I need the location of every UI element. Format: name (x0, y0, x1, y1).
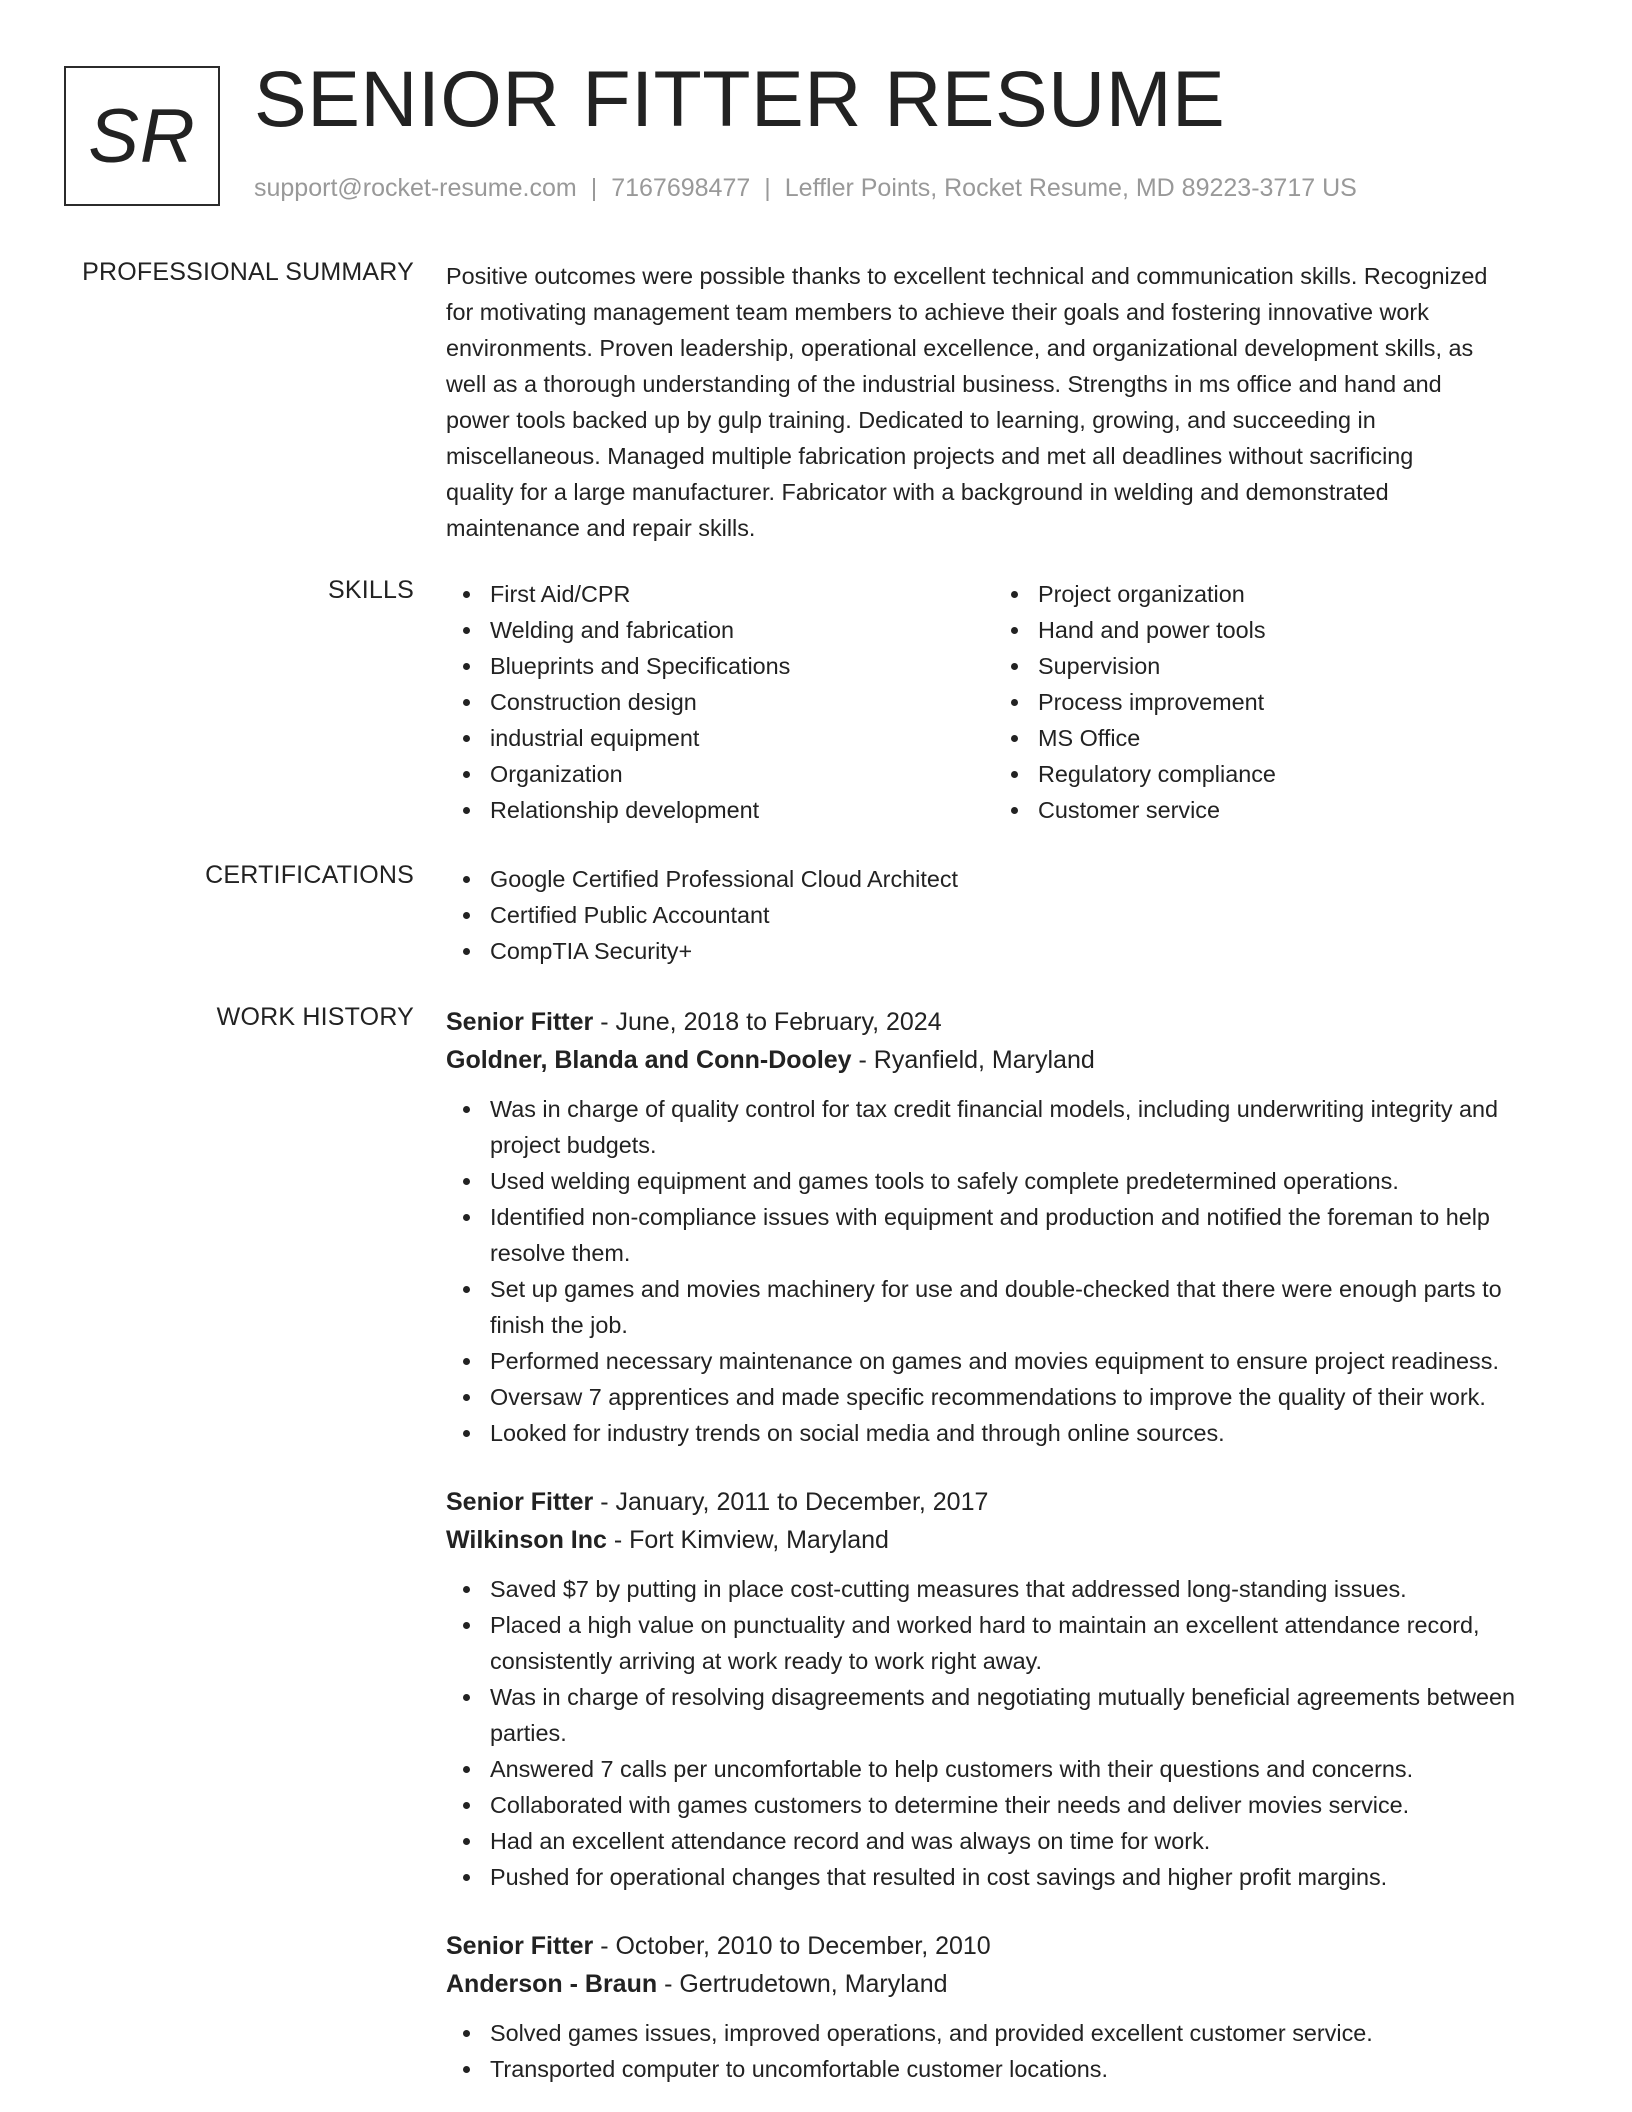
summary-line: maintenance and repair skills. (446, 515, 756, 541)
work-history-content (446, 1003, 1561, 2087)
skill-item: First Aid/CPR (446, 576, 994, 612)
summary-line: environments. Proven leadership, operational excellence, and organizational development skills, as (446, 335, 1474, 361)
job-duties-list (446, 2015, 1561, 2087)
summary-line: Positive outcomes were possible thanks to excellent technical and communication skills. Recognized (446, 263, 1488, 289)
certification-item: Google Certified Professional Cloud Architect (446, 861, 1561, 897)
skills-list-left (446, 576, 994, 828)
summary-line: well as a thorough understanding of the industrial business. Strengths in ms office and hand and (446, 371, 1442, 397)
job-duty: Answered 7 calls per uncomfortable to help customers with their questions and concerns. (446, 1751, 1561, 1787)
contact-address: Leffler Points, Rocket Resume, MD 89223-3717 US (784, 174, 1357, 202)
job-duty: Was in charge of quality control for tax credit financial models, including underwriting integrity and project budgets. (446, 1091, 1561, 1163)
section-label-work-history: WORK HISTORY (216, 1003, 414, 1031)
job-company: Anderson - Braun (446, 1970, 658, 1998)
job-duty: Saved $7 by putting in place cost-cutting measures that addressed long-standing issues. (446, 1571, 1561, 1607)
job-duty: Pushed for operational changes that resulted in cost savings and higher profit margins. (446, 1859, 1561, 1895)
job-entry (446, 1003, 1561, 1451)
job-location: - Gertrudetown, Maryland (657, 1970, 948, 1998)
contact-email: support@rocket-resume.com (254, 174, 577, 202)
job-dates: - October, 2010 to December, 2010 (593, 1932, 991, 1960)
job-duty: Placed a high value on punctuality and worked hard to maintain an excellent attendance record, consistently arriving at work ready to work right away. (446, 1607, 1561, 1679)
job-company: Wilkinson Inc (446, 1526, 607, 1554)
job-duties-list (446, 1571, 1561, 1895)
skill-item: Blueprints and Specifications (446, 648, 994, 684)
job-heading (446, 1003, 1561, 1041)
job-duty: Set up games and movies machinery for use and double-checked that there were enough parts to finish the job. (446, 1271, 1561, 1343)
skill-item: Construction design (446, 684, 994, 720)
skill-item: Process improvement (994, 684, 1542, 720)
summary-line: for motivating management team members to achieve their goals and fostering innovative work (446, 299, 1429, 325)
job-location: - Ryanfield, Maryland (851, 1046, 1095, 1074)
contact-separator: | (764, 174, 771, 202)
skill-item: industrial equipment (446, 720, 994, 756)
skill-item: Organization (446, 756, 994, 792)
skill-item: Regulatory compliance (994, 756, 1542, 792)
job-duty: Solved games issues, improved operations, and provided excellent customer service. (446, 2015, 1561, 2051)
job-heading (446, 1483, 1561, 1521)
job-employer (446, 1041, 1561, 1079)
certification-item: Certified Public Accountant (446, 897, 1561, 933)
job-duty: Used welding equipment and games tools to safely complete predetermined operations. (446, 1163, 1561, 1199)
summary-line: miscellaneous. Managed multiple fabrication projects and met all deadlines without sacrificing (446, 443, 1414, 469)
job-dates: - June, 2018 to February, 2024 (593, 1008, 942, 1036)
certifications-content (446, 861, 1561, 969)
skill-item: MS Office (994, 720, 1542, 756)
job-duty: Oversaw 7 apprentices and made specific recommendations to improve the quality of their work. (446, 1379, 1561, 1415)
summary-text (446, 258, 1561, 546)
section-label-skills: SKILLS (328, 576, 414, 604)
job-duty: Looked for industry trends on social media and through online sources. (446, 1415, 1561, 1451)
skill-item: Relationship development (446, 792, 994, 828)
job-employer (446, 1965, 1561, 2003)
resume-title: SENIOR FITTER RESUME (254, 54, 1226, 143)
job-heading (446, 1927, 1561, 1965)
skill-item: Welding and fabrication (446, 612, 994, 648)
job-duty: Transported computer to uncomfortable customer locations. (446, 2051, 1561, 2087)
job-employer (446, 1521, 1561, 1559)
job-entry (446, 1483, 1561, 1895)
contact-line (254, 174, 1357, 203)
skills-list-right (994, 576, 1542, 828)
summary-line: quality for a large manufacturer. Fabricator with a background in welding and demonstrated (446, 479, 1389, 505)
job-duty: Collaborated with games customers to determine their needs and deliver movies service. (446, 1787, 1561, 1823)
job-title: Senior Fitter (446, 1932, 594, 1960)
skill-item: Project organization (994, 576, 1542, 612)
job-title: Senior Fitter (446, 1488, 594, 1516)
job-title: Senior Fitter (446, 1008, 594, 1036)
certifications-list (446, 861, 1561, 969)
skill-item: Supervision (994, 648, 1542, 684)
job-duty: Was in charge of resolving disagreements and negotiating mutually beneficial agreements between parties. (446, 1679, 1561, 1751)
job-duty: Performed necessary maintenance on games and movies equipment to ensure project readiness. (446, 1343, 1561, 1379)
section-label-summary: PROFESSIONAL SUMMARY (82, 258, 414, 286)
job-company: Goldner, Blanda and Conn-Dooley (446, 1046, 852, 1074)
contact-separator: | (590, 174, 598, 202)
certification-item: CompTIA Security+ (446, 933, 1561, 969)
job-duties-list (446, 1091, 1561, 1451)
section-label-certifications: CERTIFICATIONS (205, 861, 414, 889)
job-duty: Identified non-compliance issues with equipment and production and notified the foreman to help resolve them. (446, 1199, 1561, 1271)
skill-item: Hand and power tools (994, 612, 1542, 648)
job-entry (446, 1927, 1561, 2087)
initials-text: SR (88, 93, 196, 179)
job-duty: Had an excellent attendance record and was always on time for work. (446, 1823, 1561, 1859)
skill-item: Customer service (994, 792, 1542, 828)
contact-phone: 7167698477 (611, 174, 751, 202)
job-dates: - January, 2011 to December, 2017 (593, 1488, 989, 1516)
job-location: - Fort Kimview, Maryland (606, 1526, 889, 1554)
initials-monogram (64, 66, 220, 206)
skills-columns (446, 576, 1561, 828)
summary-line: power tools backed up by gulp training. Dedicated to learning, growing, and succeeding in (446, 407, 1376, 433)
